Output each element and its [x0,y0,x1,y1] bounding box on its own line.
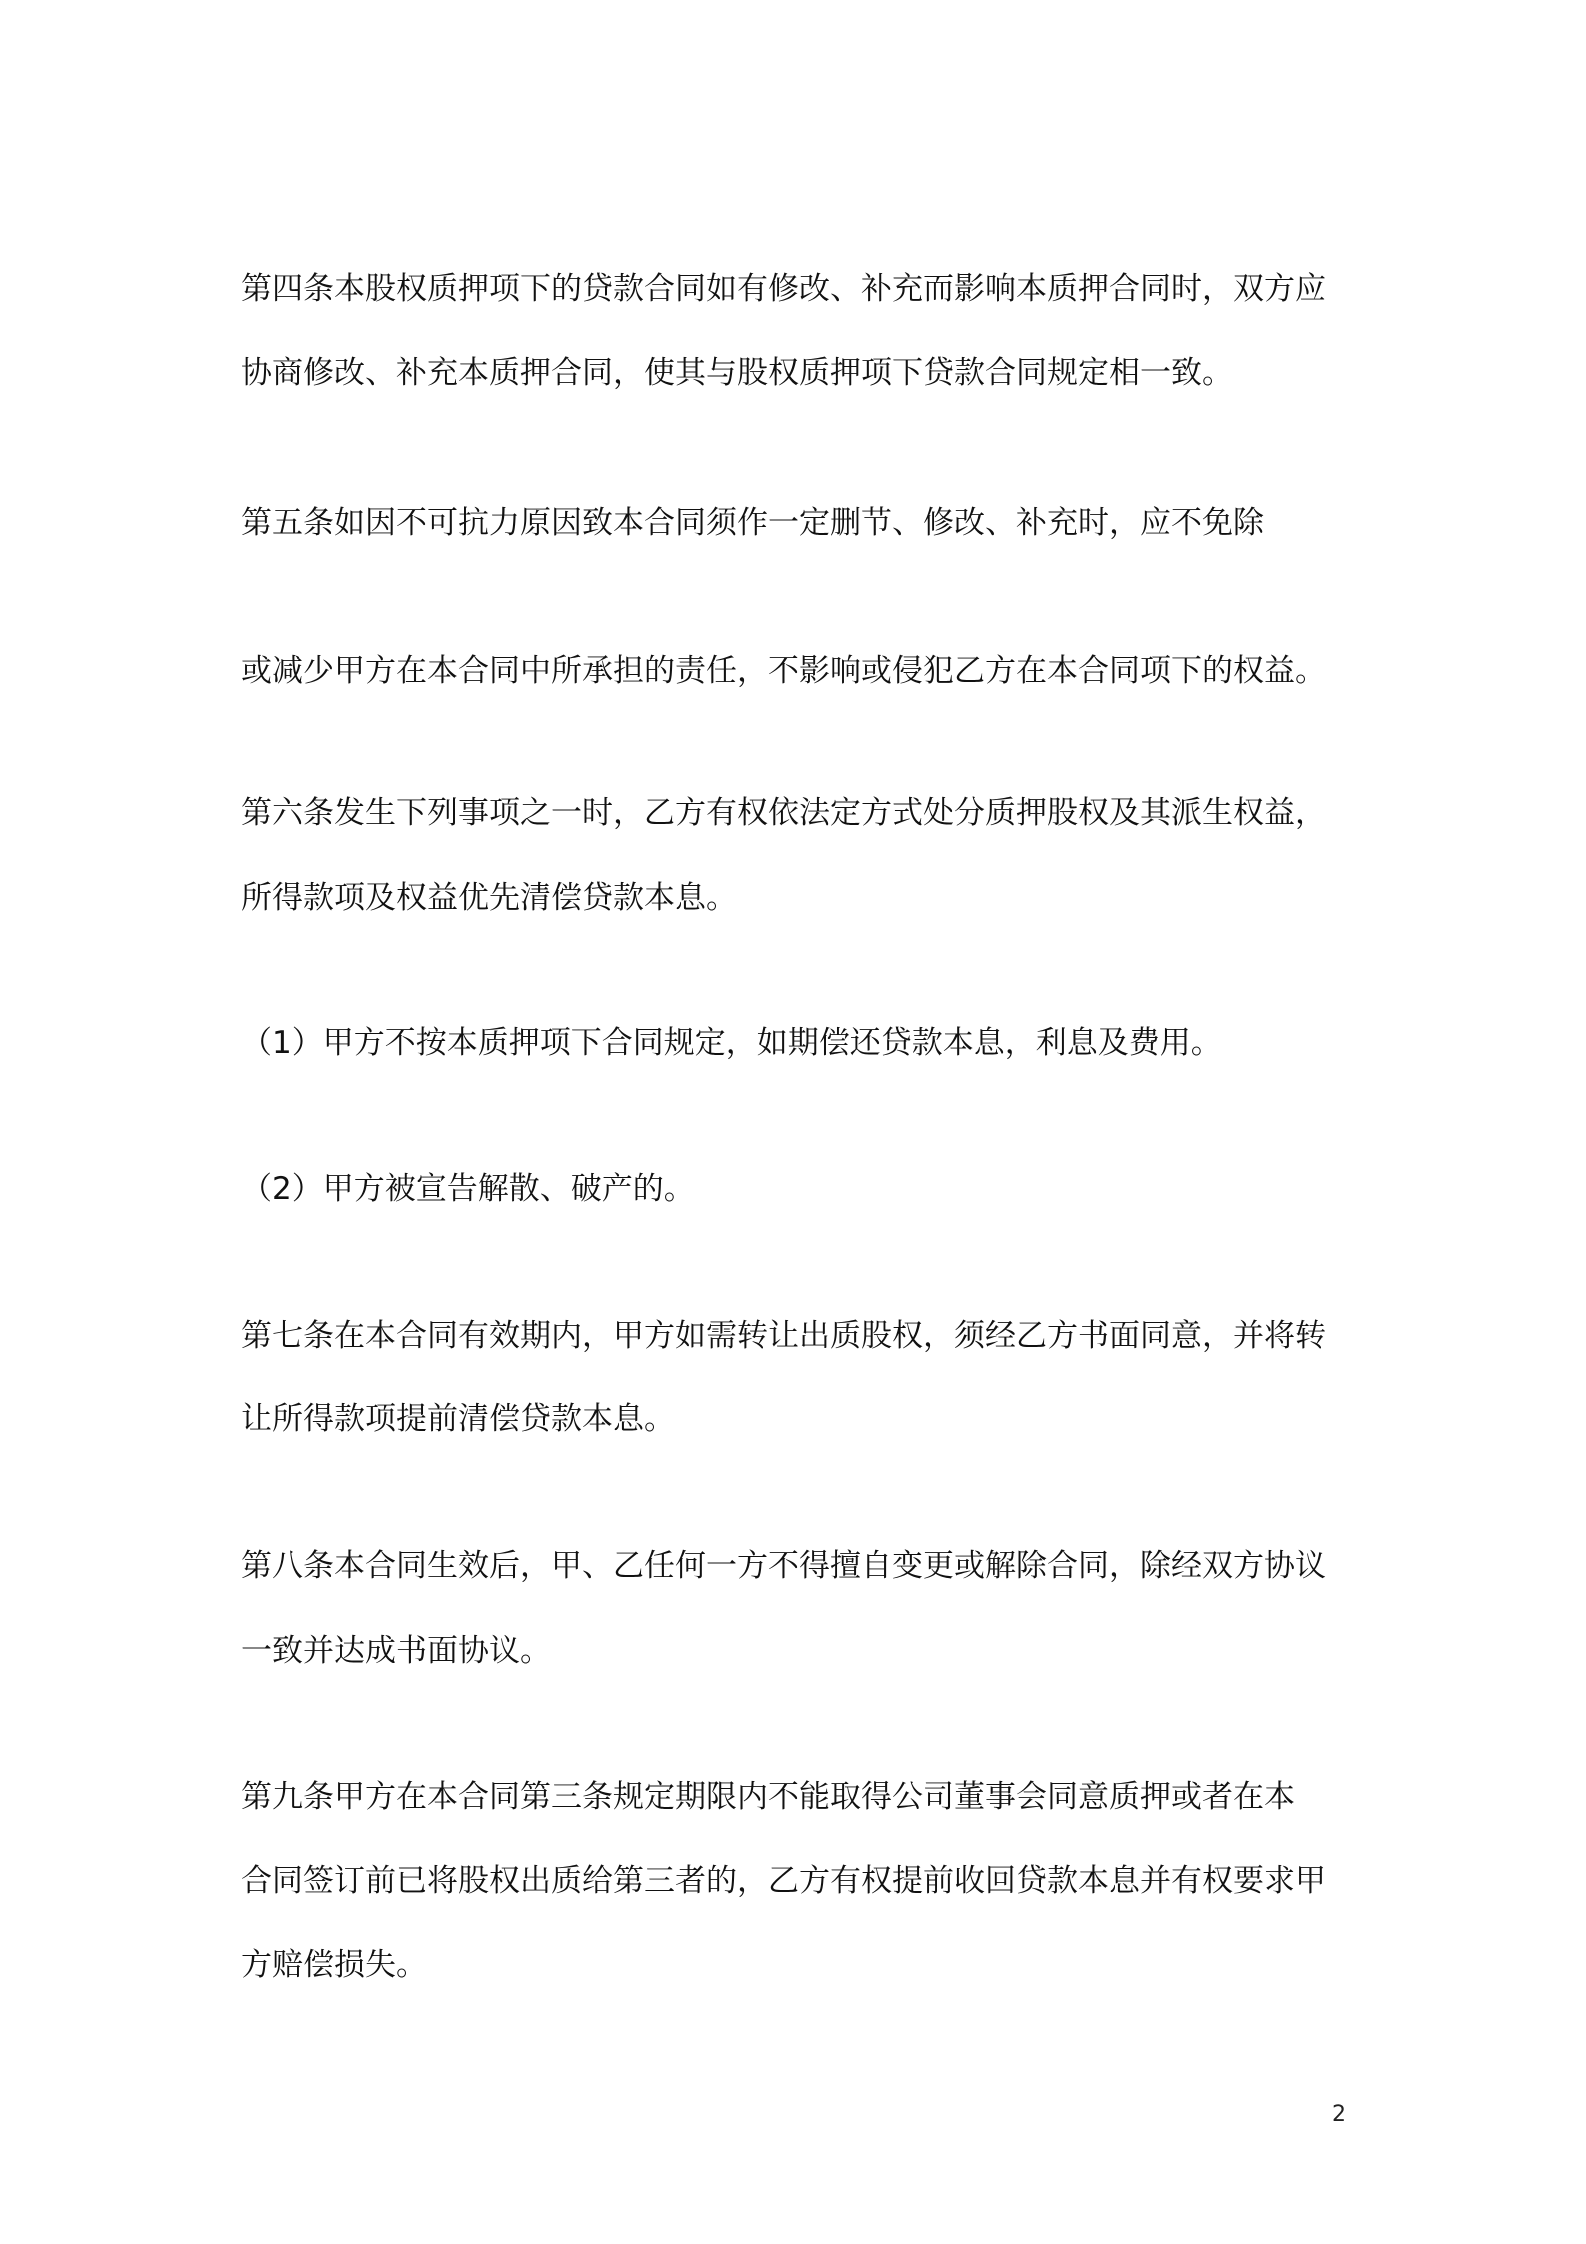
text-line: 第四条本股权质押项下的贷款合同如有修改、补充而影响本质押合同时，双方应 [241,271,1326,307]
text-line: 或减少甲方在本合同中所承担的责任，不影响或侵犯乙方在本合同项下的权益。 [241,653,1326,689]
text-line: 一致并达成书面协议。 [241,1633,551,1669]
text-line: 第八条本合同生效后，甲、乙任何一方不得擅自变更或解除合同，除经双方协议 [241,1548,1326,1584]
text-line: 合同签订前已将股权出质给第三者的，乙方有权提前收回贷款本息并有权要求甲 [241,1863,1326,1899]
text-line: 第九条甲方在本合同第三条规定期限内不能取得公司董事会同意质押或者在本 [241,1779,1295,1815]
text-line: （2）甲方被宣告解散、破产的。 [241,1171,695,1207]
text-line: 方赔偿损失。 [241,1947,427,1983]
text-line: 第六条发生下列事项之一时，乙方有权依法定方式处分质押股权及其派生权益， [241,795,1326,831]
page-number: 2 [1332,2102,1346,2127]
text-line: 协商修改、补充本质押合同，使其与股权质押项下贷款合同规定相一致。 [241,355,1233,391]
text-line: 让所得款项提前清偿贷款本息。 [241,1401,675,1437]
text-line: 所得款项及权益优先清偿贷款本息。 [241,880,737,916]
text-line: 第七条在本合同有效期内，甲方如需转让出质股权，须经乙方书面同意，并将转 [241,1318,1326,1354]
text-line: 第五条如因不可抗力原因致本合同须作一定删节、修改、补充时，应不免除 [241,505,1264,541]
text-line: （1）甲方不按本质押项下合同规定，如期偿还贷款本息，利息及费用。 [241,1025,1222,1061]
